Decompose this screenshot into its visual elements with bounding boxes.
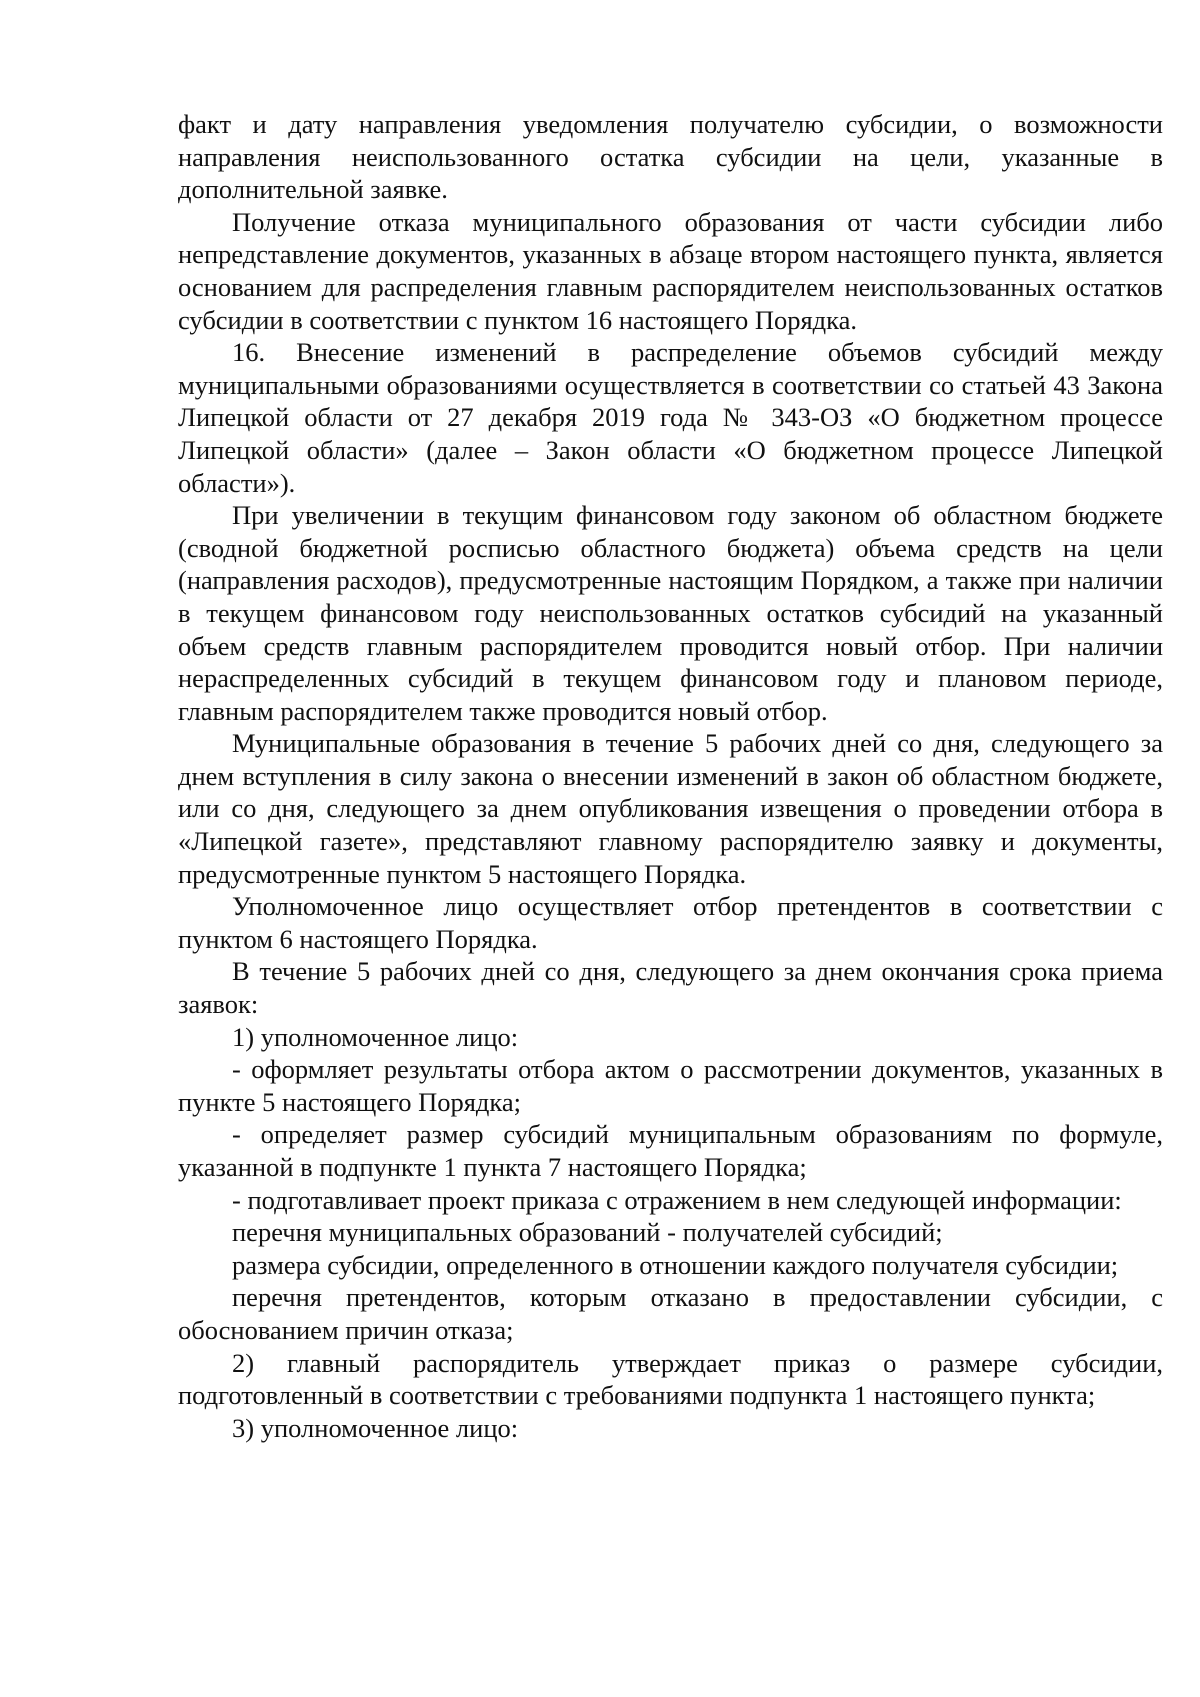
paragraph-10: - определяет размер субсидий муниципальным образованиям по формуле, указанной в подпункте 1 пункта 7 настоящего Порядка; [178, 1119, 1163, 1182]
document-body [178, 108, 1163, 1444]
paragraph-2: Получение отказа муниципального образования от части субсидии либо непредставление документов, указанных в абзаце втором настоящего пункта, является основанием для распределения главным распорядителем неиспользованных остатков субсидии в соответствии с пунктом 16 настоящего Порядка. [178, 206, 1163, 335]
paragraph-8: 1) уполномоченное лицо: [232, 1021, 519, 1052]
paragraph-1: факт и дату направления уведомления получателю субсидии, о возможности направления неиспользованного остатка субсидии на цели, указанные в дополнительной заявке. [178, 109, 1163, 205]
paragraph-13: размера субсидии, определенного в отношении каждого получателя субсидии; [232, 1249, 1119, 1280]
paragraph-7: В течение 5 рабочих дней со дня, следующего за днем окончания срока приема заявок: [178, 956, 1163, 1020]
paragraph-11: - подготавливает проект приказа с отражением в нем следующей информации: [232, 1184, 1122, 1215]
paragraph-5: Муниципальные образования в течение 5 рабочих дней со дня, следующего за днем вступления в силу закона о внесении изменений в закон об областном бюджете, или со дня, следующего за днем опубликования извещения о проведении отбора в «Липецкой газете», представляют главному распорядителю заявку и документы, предусмотренные пунктом 5 настоящего Порядка. [178, 728, 1163, 889]
paragraph-15: 2) главный распорядитель утверждает приказ о размере субсидии, подготовленный в соответствии с требованиями подпункта 1 настоящего пункта; [178, 1347, 1163, 1411]
paragraph-12: перечня муниципальных образований - получателей субсидий; [232, 1217, 943, 1248]
paragraph-6: Уполномоченное лицо осуществляет отбор претендентов в соответствии с пунктом 6 настоящего Порядка. [178, 891, 1163, 954]
paragraph-14: перечня претендентов, которым отказано в предоставлении субсидии, с обоснованием причин отказа; [178, 1282, 1163, 1345]
paragraph-4: При увеличении в текущим финансовом году законом об областном бюджете (сводной бюджетной росписью областного бюджета) объема средств на цели (направления расходов), предусмотренные настоящим Порядком, а также при наличии в текущем финансовом году неиспользованных остатков субсидий на указанный объем средств главным распорядителем проводится новый отбор. При наличии нераспределенных субсидий в текущем финансовом году и плановом периоде, главным распорядителем также проводится новый отбор. [178, 500, 1163, 726]
paragraph-3: 16. Внесение изменений в распределение объемов субсидий между муниципальными образованиями осуществляется в соответствии со статьей 43 Закона Липецкой области от 27 декабря 2019 года № 343-ОЗ «О бюджетном процессе Липецкой области» (далее – Закон области «О бюджетном процессе Липецкой области»). [178, 337, 1163, 498]
paragraph-16: 3) уполномоченное лицо: [232, 1412, 519, 1443]
paragraph-9: - оформляет результаты отбора актом о рассмотрении документов, указанных в пункте 5 настоящего Порядка; [178, 1054, 1163, 1117]
